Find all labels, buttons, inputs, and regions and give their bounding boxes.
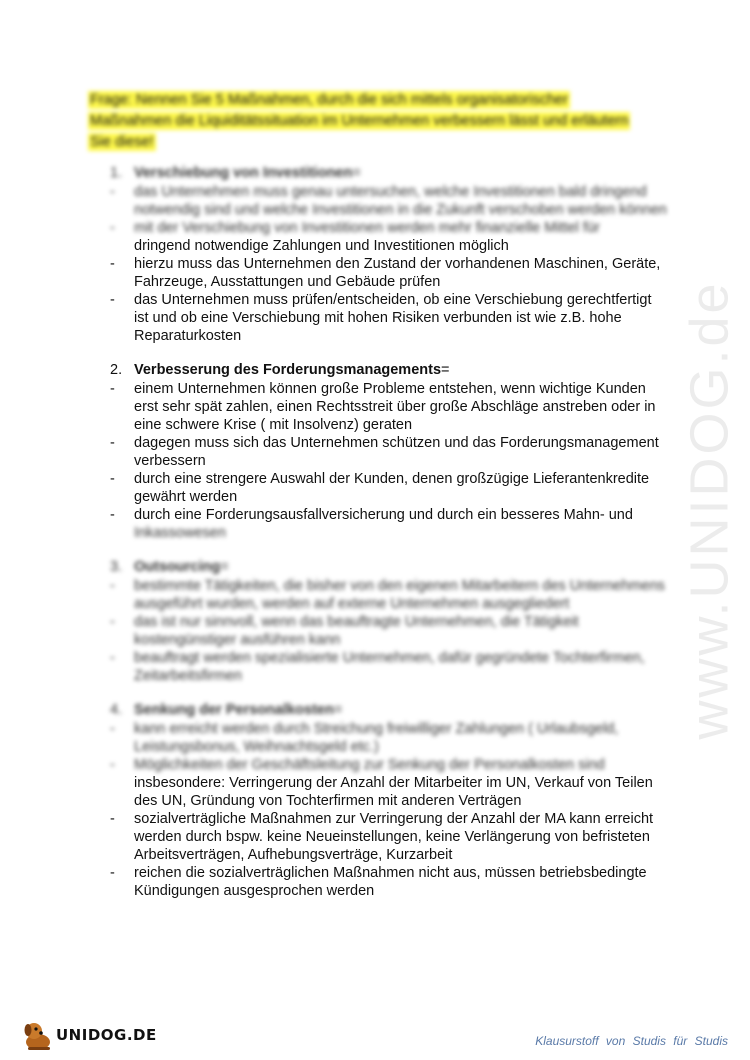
bullet-dash: - — [110, 435, 115, 451]
section-number: 2. — [110, 362, 123, 378]
watermark-text: www.UNIDOG.de — [680, 280, 740, 740]
bullet-dash: - — [110, 471, 115, 487]
bullet-text: Möglichkeiten der Geschäftsleitung zur Senkung der Personalkosten sind — [134, 757, 605, 773]
bullet-text: dagegen muss sich das Unternehmen schützen und das Forderungsmanagement verbessern — [134, 435, 659, 469]
bullet-dash: - — [110, 578, 115, 594]
bullet-item — [110, 649, 670, 685]
section-2 — [110, 361, 670, 542]
section-title-suffix: = — [333, 702, 343, 718]
bullet-text: einem Unternehmen können große Probleme entstehen, wenn wichtige Kunden erst sehr spät zahlen, einen Rechtsstreit über große Abschläge anstreben oder in eine schwere Krise ( mit Insolvenz) geraten — [134, 381, 656, 433]
bullet-dash: - — [110, 757, 115, 773]
section-title: Senkung der Personalkosten — [134, 702, 334, 718]
bullet-item — [110, 506, 670, 542]
section-title-suffix: = — [441, 362, 450, 378]
blurred-text — [134, 613, 670, 649]
bullet-item — [110, 380, 670, 434]
section-1 — [110, 164, 670, 345]
footer-slogan: Klausurstoff von Studis für Studis — [535, 1034, 728, 1048]
section-heading — [110, 361, 670, 379]
logo-text: UNIDOG.DE — [56, 1026, 157, 1044]
section-4 — [110, 701, 670, 900]
blurred-text — [134, 577, 670, 613]
bullet-continuation: dringend notwendige Zahlungen und Investitionen möglich — [134, 238, 509, 254]
bullet-item — [110, 756, 670, 810]
bullet-dash: - — [110, 507, 115, 523]
question-heading — [88, 90, 648, 153]
section-title-suffix: = — [220, 559, 229, 575]
section-heading — [110, 701, 670, 719]
bullet-item — [110, 219, 670, 255]
blurred-text — [134, 219, 670, 237]
bullet-text: das Unternehmen muss genau untersuchen, welche Investitionen bald dringend notwendig sind und welche Investitionen in die Zukunft verschoben werden können — [134, 184, 667, 218]
bullet-dash: - — [110, 721, 115, 737]
bullet-text: das Unternehmen muss prüfen/entscheiden, ob eine Verschiebung gerechtfertigt ist und ob eine Verschiebung mit hohen Risiken verbunden ist wie z.B. hohe Reparaturkosten — [134, 292, 652, 344]
section-title: Verschiebung von Investitionen — [134, 165, 353, 181]
bullet-item — [110, 255, 670, 291]
bullet-item — [110, 291, 670, 345]
bullet-text: hierzu muss das Unternehmen den Zustand der vorhandenen Maschinen, Geräte, Fahrzeuge, Ausstattungen und Gebäude prüfen — [134, 256, 661, 290]
bullet-item — [110, 864, 670, 900]
bullet-continuation: insbesondere: Verringerung der Anzahl der Mitarbeiter im UN, Verkauf von Teilen des UN, Gründung von Tochterfirmen mit anderen Verträgen — [134, 775, 653, 809]
section-title: Verbesserung des Forderungsmanagements — [134, 362, 442, 378]
bullet-item — [110, 810, 670, 864]
blurred-text — [134, 720, 670, 756]
section-title: Outsourcing — [134, 559, 221, 575]
bullet-text: bestimmte Tätigkeiten, die bisher von den eigenen Mitarbeitern des Unternehmens ausgeführt wurden, werden auf externe Unternehmen ausgegliedert — [134, 578, 665, 612]
section-number: 1. — [110, 165, 123, 181]
bullet-item — [110, 720, 670, 756]
bullet-item — [110, 613, 670, 649]
answer-list — [110, 164, 670, 916]
blurred-text — [134, 183, 670, 219]
bullet-item — [110, 470, 670, 506]
bullet-item — [110, 434, 670, 470]
bullet-text: reichen die sozialverträglichen Maßnahmen nicht aus, müssen betriebsbedingte Kündigungen ausgesprochen werden — [134, 865, 647, 899]
bullet-dash: - — [110, 811, 115, 827]
bullet-item — [110, 183, 670, 219]
question-text: Frage: Nennen Sie 5 Maßnahmen, durch die sich mittels organisatorischer Maßnahmen die Liquiditätssituation im Unternehmen verbessern lässt und erläutern Sie diese! — [90, 92, 629, 150]
section-3 — [110, 558, 670, 685]
blurred-text — [134, 649, 670, 685]
bullet-text: das ist nur sinnvoll, wenn das beauftragte Unternehmen, die Tätigkeit kostengünstiger ausführen kann — [134, 614, 579, 648]
bullet-text: kann erreicht werden durch Streichung freiwilliger Zahlungen ( Urlaubsgeld, Leistungsbonus, Weihnachtsgeld etc.) — [134, 721, 619, 755]
bullet-dash: - — [110, 292, 115, 308]
section-heading — [110, 558, 670, 576]
bullet-text: sozialverträgliche Maßnahmen zur Verringerung der Anzahl der MA kann erreicht werden durch bspw. keine Neueinstellungen, keine Verlängerung von befristeten Arbeitsverträgen, Aufhebungsverträge, Kurzarbeit — [134, 811, 654, 863]
bullet-continuation-blurred: Inkassowesen — [134, 525, 226, 541]
section-number: 3. — [110, 559, 123, 575]
bullet-dash: - — [110, 220, 115, 236]
bullet-text: durch eine Forderungsausfallversicherung und durch ein besseres Mahn- und — [134, 507, 633, 523]
unidog-logo — [22, 1014, 162, 1054]
bullet-dash: - — [110, 614, 115, 630]
bullet-dash: - — [110, 184, 115, 200]
section-title-suffix: = — [352, 165, 361, 181]
bullet-text: beauftragt werden spezialisierte Unternehmen, dafür gegründete Tochterfirmen, Zeitarbeitsfirmen — [134, 650, 645, 684]
bullet-dash: - — [110, 381, 115, 397]
bullet-item — [110, 577, 670, 613]
section-number: 4. — [110, 702, 123, 718]
bullet-text: durch eine strengere Auswahl der Kunden, denen großzügige Lieferantenkredite gewährt werden — [134, 471, 650, 505]
section-heading — [110, 164, 670, 182]
blurred-text — [134, 756, 670, 774]
bullet-dash: - — [110, 650, 115, 666]
bullet-dash: - — [110, 256, 115, 272]
bullet-dash: - — [110, 865, 115, 881]
bullet-text: mit der Verschiebung von Investitionen werden mehr finanzielle Mittel für — [134, 220, 600, 236]
